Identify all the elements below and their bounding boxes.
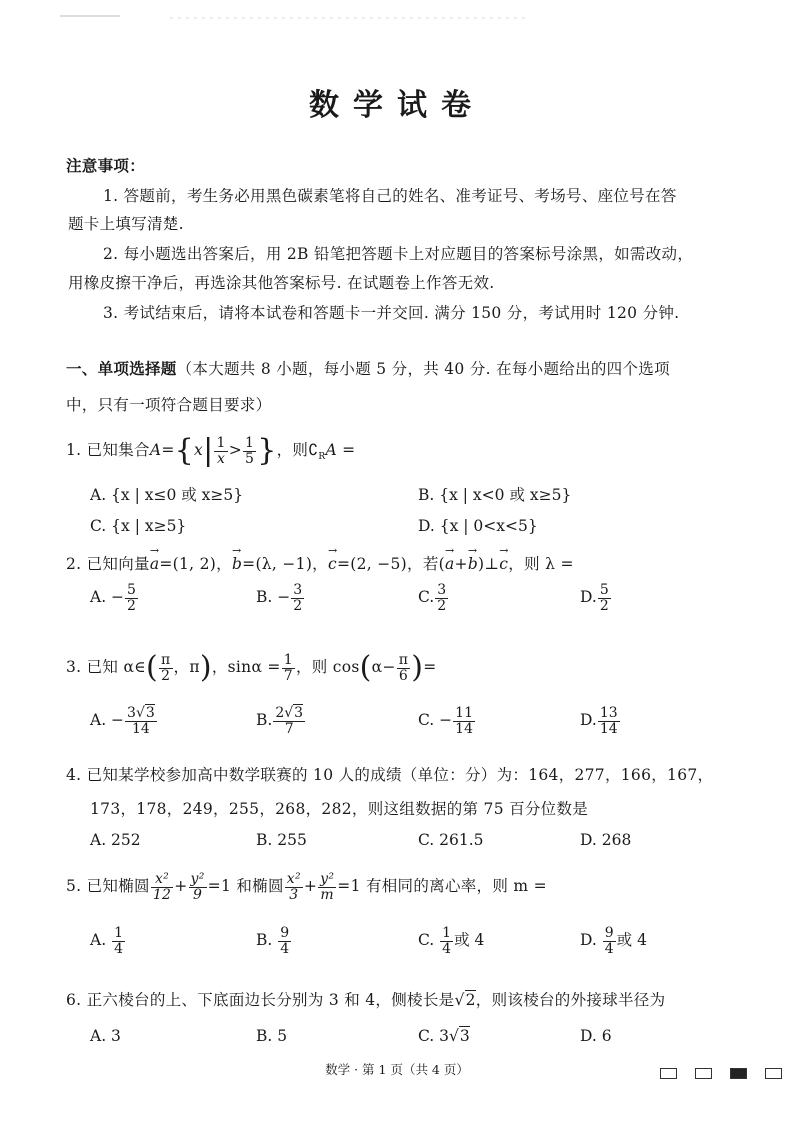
q1-option-c[interactable]: C. {x | x≥5} (90, 517, 187, 535)
q3-d-num: 13 (599, 705, 618, 721)
q5-eq2: =1 有相同的离心率，则 m = (337, 877, 547, 895)
q3-stem-a: 已知 α∈ (86, 658, 146, 676)
q3-pi-num: π (161, 651, 171, 668)
q3-stem-d: = (423, 658, 437, 676)
q3-a-coef: 3 (127, 705, 136, 721)
q2-d-num: 5 (599, 582, 609, 598)
q5-option-d[interactable] (580, 926, 647, 956)
q5-d-tail: 或 4 (616, 931, 647, 950)
q3-cos-paren-open: ( (359, 650, 372, 685)
q4-option-c[interactable]: C. 261.5 (418, 831, 484, 849)
q5-a-label: A. (90, 931, 107, 950)
q3-b-coef: 2 (275, 705, 285, 721)
q3-cos-paren-close: ) (411, 650, 424, 685)
q2-stem-end: ，则 λ = (508, 555, 574, 573)
q1-frac1-num: 1 (216, 434, 226, 451)
q1-frac1-den: x (216, 450, 226, 467)
q5-stem (66, 868, 547, 904)
q4-option-a[interactable]: A. 252 (90, 831, 141, 849)
q1-gt: > (228, 441, 242, 459)
q6-stem-b: ，则该棱台的外接球半径为 (475, 991, 666, 1009)
q5-e2-y-num: y² (320, 870, 335, 887)
q5-a-num: 1 (114, 925, 123, 941)
q3-b-frac (273, 706, 305, 736)
q3-pi-den: 2 (161, 667, 171, 684)
q2-vec-c-val: =(2, −5)，若( (336, 555, 445, 573)
q5-plus1: + (174, 877, 188, 895)
q5-eq1: =1 和椭圆 (207, 877, 284, 895)
q2-plus: + (454, 555, 468, 573)
q3-sin-den: 7 (283, 667, 293, 684)
q2-vec-a-val: =(1, 2)， (159, 555, 232, 573)
q5-e1-x-den: 12 (152, 886, 172, 903)
q5-e2-y (318, 872, 336, 902)
footer-box-2 (695, 1068, 712, 1079)
q2-vec-b-val: =(λ, −1)， (242, 555, 328, 573)
q2-vec-a: → a (150, 555, 160, 573)
section1-desc-line2: 中，只有一项符合题目要求） (66, 396, 272, 414)
q1-set-name: A (149, 441, 162, 459)
q5-e2-y-den: m (320, 886, 334, 903)
q4-line1-text: 已知某学校参加高中数学联赛的 10 人的成绩（单位：分）为：164，277，166，167， (86, 766, 714, 784)
q2-d-frac (598, 583, 611, 613)
q3-cos-den: 6 (398, 667, 409, 684)
q3-cos-frac (397, 653, 411, 683)
q2-c-frac (435, 583, 448, 613)
q1-frac2-den: 5 (245, 450, 255, 467)
q3-stem (66, 648, 437, 687)
q2-a-den: 2 (127, 597, 136, 614)
footer-box-3 (730, 1068, 747, 1079)
footer-page-boxes (660, 1063, 782, 1081)
notice-item1-line1: 1. 答题前，考生务必用黑色碳素笔将自己的姓名、准考证号、考场号、座位号在答 (103, 187, 677, 205)
q2-sum-a: → a (445, 555, 455, 573)
q1-option-d[interactable]: D. {x | 0<x<5} (418, 517, 538, 535)
q4-line2: 173，178，249，255，268，282，则这组数据的第 75 百分位数是 (90, 800, 589, 818)
q3-interval-end: ，π (173, 658, 200, 676)
q4-option-b[interactable]: B. 255 (256, 831, 307, 849)
q5-b-num: 9 (280, 925, 290, 941)
q3-a-num: 3√3 (127, 705, 155, 721)
footer-box-1 (660, 1068, 677, 1079)
q6-stem: 6. 正六棱台的上、下底面边长分别为 3 和 4，侧棱长是√2，则该棱台的外接球半径为 (66, 991, 666, 1009)
section1-desc-line1: （本大题共 8 小题，每小题 5 分，共 40 分. 在每小题给出的四个选项 (176, 360, 670, 378)
q2-stem-a: 已知向量 (86, 555, 150, 573)
q3-b-num: 2√3 (275, 705, 304, 721)
q5-e2-x-den: 3 (289, 886, 299, 903)
q5-d-num: 9 (604, 925, 614, 941)
notice-heading: 注意事项： (66, 157, 146, 175)
q1-stem (66, 430, 355, 477)
q5-e2-x-num: x² (286, 870, 301, 887)
q5-c-frac (440, 926, 453, 956)
header-scan-noise (60, 10, 540, 24)
q3-a-den: 14 (132, 720, 150, 737)
q3-d-den: 14 (599, 720, 618, 737)
q3-stem-c: ，则 cos (295, 658, 360, 676)
q1-option-a[interactable]: A. {x | x≤0 或 x≥5} (90, 486, 244, 504)
q3-a-rad: 3 (145, 705, 155, 721)
q3-c-frac (453, 706, 475, 736)
q5-d-frac (603, 926, 616, 956)
q6-option-a[interactable]: A. 3 (90, 1027, 121, 1045)
q5-option-b[interactable] (256, 926, 292, 956)
q3-option-a[interactable] (90, 706, 158, 736)
q5-c-num: 1 (442, 925, 452, 941)
q2-a-num: 5 (127, 582, 136, 598)
q2-option-b[interactable] (256, 583, 305, 613)
q6-rad: 2 (465, 991, 476, 1009)
q5-b-label: B. (256, 931, 273, 950)
q1-frac1 (214, 436, 227, 466)
q2-b-den: 2 (293, 597, 303, 614)
notice-item3: 3. 考试结束后，请将本试卷和答题卡一并交回. 满分 150 分，考试用时 120 分钟. (103, 304, 680, 322)
q3-paren-close: ) (199, 650, 212, 685)
q3-c-label: C. − (418, 711, 453, 730)
q4-line1 (66, 763, 713, 785)
notice-item1-line2: 题卡上填写清楚. (68, 215, 184, 233)
q2-a-label: A. − (90, 588, 125, 607)
q3-b-rad: 3 (294, 705, 304, 721)
q3-cos-in: α− (371, 658, 396, 676)
q2-b-label: B. − (256, 588, 291, 607)
q5-e1-y-num: y² (190, 870, 205, 887)
q5-e1-y-den: 9 (193, 886, 203, 903)
q3-a-frac (125, 706, 157, 736)
q2-option-d[interactable] (580, 583, 612, 613)
q5-number: 5. (66, 877, 82, 895)
q1-option-b[interactable]: B. {x | x<0 或 x≥5} (418, 486, 572, 504)
q1-left-brace: { (174, 433, 195, 468)
q5-c-label: C. (418, 931, 435, 950)
q3-option-b[interactable] (256, 706, 306, 736)
q1-stem-a: 已知集合 (86, 441, 150, 459)
q5-c-tail: 或 4 (454, 931, 485, 950)
q2-b-frac (291, 583, 304, 613)
q5-stem-a: 已知椭圆 (86, 877, 150, 895)
q5-d-den: 4 (604, 940, 614, 957)
notice-item2-line2: 用橡皮擦干净后，再选涂其他答案标号. 在试题卷上作答无效. (68, 274, 495, 292)
q2-d-label: D. (580, 588, 597, 607)
q2-a-frac (125, 583, 138, 613)
footer-box-4 (765, 1068, 782, 1079)
q3-c-den: 14 (455, 720, 473, 737)
q1-number: 1. (66, 441, 82, 459)
q1-frac2-num: 1 (245, 434, 255, 451)
q4-option-d[interactable]: D. 268 (580, 831, 632, 849)
q1-stem-e: A = (325, 441, 356, 459)
q3-cos-num: π (398, 651, 409, 668)
q1-eq: = (161, 441, 175, 459)
q3-stem-b: ，sinα = (211, 658, 281, 676)
q2-option-a[interactable] (90, 583, 139, 613)
q2-sum-b: → b (468, 555, 478, 573)
q2-c-num: 3 (437, 582, 447, 598)
q5-d-label: D. (580, 931, 597, 950)
q5-a-frac (112, 926, 125, 956)
q5-c-den: 4 (442, 940, 452, 957)
q2-vec-c2: → c (499, 555, 508, 573)
scan-noise-graphic (60, 10, 540, 24)
q6-c-rad: 3 (459, 1027, 470, 1045)
q5-option-a[interactable] (90, 926, 126, 956)
q5-option-c[interactable] (418, 926, 484, 956)
q2-vec-b: → b (232, 555, 242, 573)
q3-pi-frac (159, 653, 173, 683)
q2-c-label: C. (418, 588, 435, 607)
q3-sin-num: 1 (283, 651, 293, 668)
q3-b-den: 7 (284, 720, 294, 737)
q3-number: 3. (66, 658, 82, 676)
q6-c-label: C. 3 (418, 1027, 450, 1045)
q6-option-c[interactable]: C. 3√3 (418, 1027, 470, 1045)
q5-e2-x (285, 872, 303, 902)
q3-b-label: B. (256, 711, 273, 730)
q1-sub-r: R (318, 452, 326, 463)
q5-b-frac (278, 926, 291, 956)
q1-var: x (194, 441, 204, 459)
section1-heading: 一、单项选择题 (66, 360, 177, 378)
q3-sin-frac (282, 653, 295, 683)
q3-option-c[interactable] (418, 706, 476, 736)
q3-c-num: 11 (455, 705, 473, 721)
q5-e1-x-num: x² (151, 872, 173, 888)
q5-a-den: 4 (114, 940, 123, 957)
q6-stem-a: 正六棱台的上、下底面边长分别为 3 和 4，侧棱长是 (86, 991, 455, 1009)
exam-title: 数学试卷 (309, 88, 485, 123)
q6-number: 6. (66, 991, 82, 1009)
q5-e1-x (151, 872, 173, 902)
q2-b-num: 3 (293, 582, 303, 598)
q2-stem (66, 552, 574, 574)
q1-bar: | (203, 433, 214, 468)
q2-d-den: 2 (599, 597, 609, 614)
q3-d-frac (598, 706, 620, 736)
q3-d-label: D. (580, 711, 597, 730)
q3-a-label: A. − (90, 711, 125, 730)
q5-e1-y (189, 872, 207, 902)
q1-frac2 (243, 436, 256, 466)
page-footer: 数学 · 第 1 页（共 4 页） (325, 1062, 469, 1077)
q3-paren-open: ( (146, 650, 159, 685)
q4-number: 4. (66, 766, 82, 784)
q2-option-c[interactable] (418, 583, 449, 613)
notice-item2-line1: 2. 每小题选出答案后，用 2B 铅笔把答题卡上对应题目的答案标号涂黑，如需改动， (103, 245, 694, 263)
q3-option-d[interactable] (580, 706, 621, 736)
section1-line1 (66, 357, 670, 379)
q6-option-d[interactable]: D. 6 (580, 1027, 612, 1045)
q2-vec-c: → c (328, 555, 337, 573)
q2-c-den: 2 (437, 597, 447, 614)
q1-right-brace: } (257, 433, 277, 468)
q2-number: 2. (66, 555, 82, 573)
q5-b-den: 4 (280, 940, 290, 957)
q2-perp: )⊥ (478, 555, 500, 573)
q5-plus2: + (303, 877, 318, 895)
q1-stem-d: ，则∁ (276, 441, 319, 459)
q6-option-b[interactable]: B. 5 (256, 1027, 288, 1045)
